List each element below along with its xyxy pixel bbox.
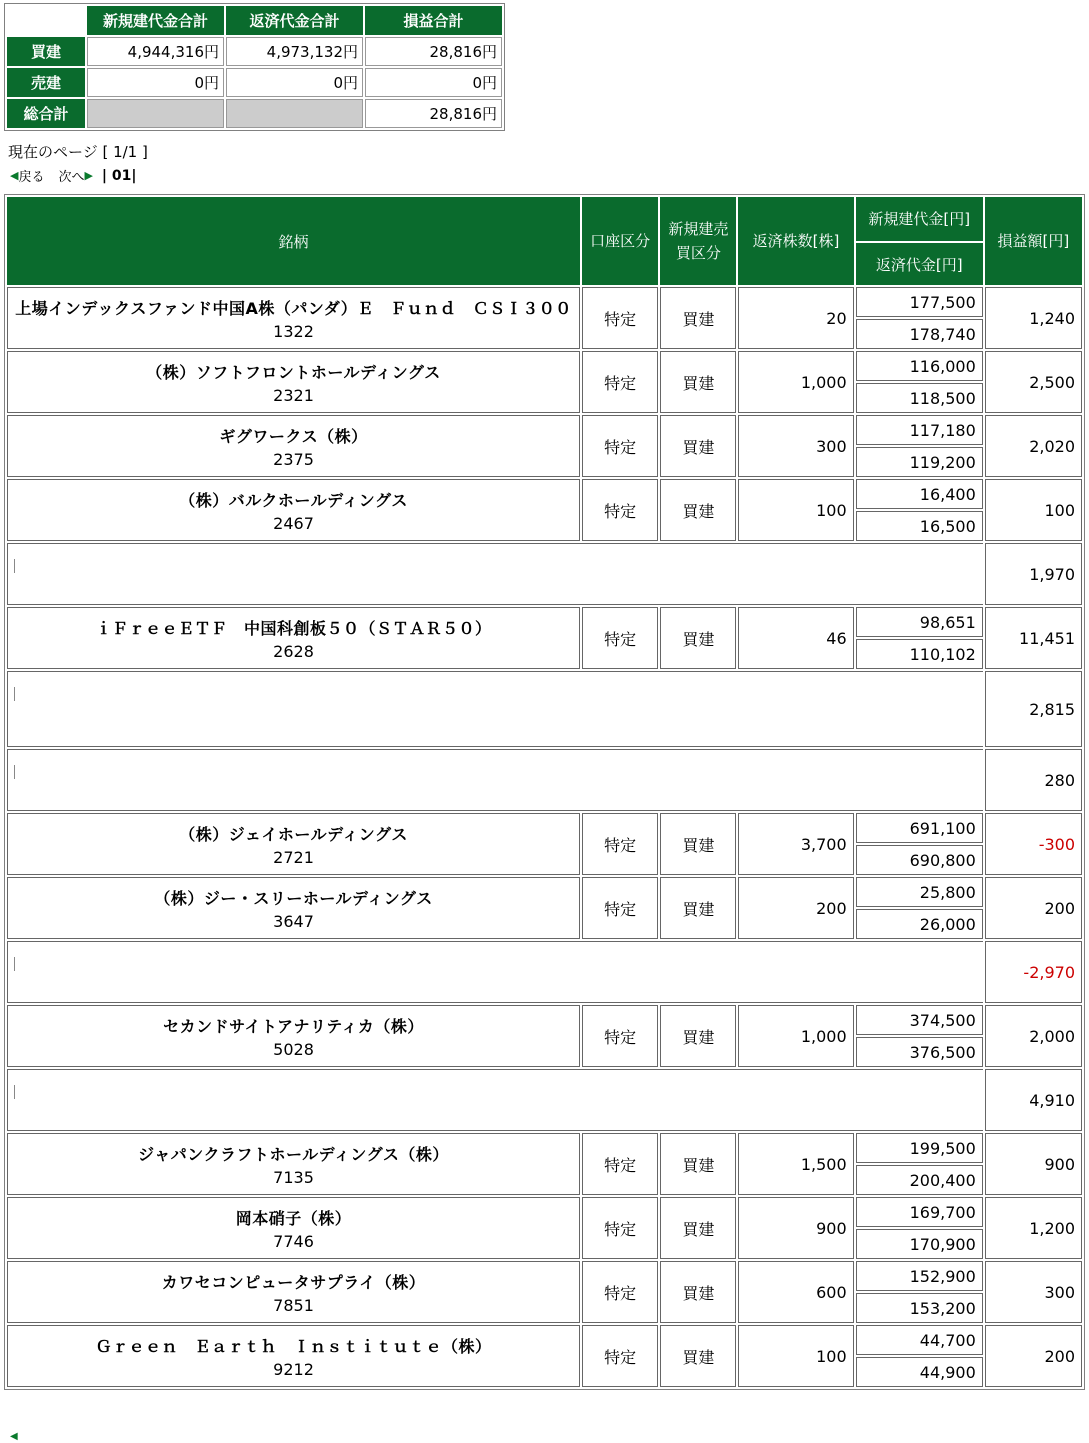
stock-name[interactable]: （株）ジー・スリーホールディングス <box>154 888 433 908</box>
summary-buy-new: 4,944,316円 <box>87 37 224 66</box>
account-type: 特定 <box>582 1261 658 1323</box>
stock-name[interactable]: ギグワークス（株） <box>219 426 368 446</box>
stock-code: 2321 <box>273 385 314 405</box>
summary-header-pl: 損益合計 <box>365 6 502 35</box>
header-side: 新規建売買区分 <box>660 197 736 285</box>
account-type: 特定 <box>582 415 658 477</box>
new-amount: 25,800 <box>856 877 983 907</box>
stock-name-cell <box>7 813 580 875</box>
table-row <box>7 351 1082 381</box>
stock-name[interactable]: Ｇｒｅｅｎ Ｅａｒｔｈ Ｉｎｓｔｉｔｕｔｅ（株） <box>95 1336 492 1356</box>
summary-total-new <box>87 99 224 128</box>
trade-side: 買建 <box>660 1005 736 1067</box>
summary-row-label: 総合計 <box>7 99 85 128</box>
summary-total-return <box>226 99 363 128</box>
trade-side: 買建 <box>660 813 736 875</box>
new-amount: 152,900 <box>856 1261 983 1291</box>
table-row <box>7 1197 1082 1227</box>
return-qty: 300 <box>738 415 853 477</box>
account-type: 特定 <box>582 351 658 413</box>
stock-name[interactable]: 岡本硝子（株） <box>235 1208 352 1228</box>
table-row <box>7 287 1082 317</box>
pager-bottom <box>10 1428 18 1443</box>
prev-link[interactable]: 戻る <box>18 170 45 185</box>
table-row-collapsed <box>7 941 1082 1003</box>
collapsed-cell <box>7 1069 983 1131</box>
profit-loss: 1,240 <box>985 287 1082 349</box>
profit-loss: 4,910 <box>985 1069 1082 1131</box>
summary-row-label: 買建 <box>7 37 85 66</box>
row-marker <box>14 1085 15 1099</box>
table-row <box>7 813 1082 843</box>
table-row-collapsed <box>7 671 1082 747</box>
table-row <box>7 1005 1082 1035</box>
summary-row-label: 売建 <box>7 68 85 97</box>
new-amount: 116,000 <box>856 351 983 381</box>
profit-loss: 2,020 <box>985 415 1082 477</box>
table-row <box>7 1133 1082 1163</box>
row-marker <box>14 559 15 573</box>
table-row <box>7 479 1082 509</box>
account-type: 特定 <box>582 877 658 939</box>
table-row-collapsed <box>7 1069 1082 1131</box>
stock-name[interactable]: カワセコンピュータサプライ（株） <box>161 1272 426 1292</box>
return-qty: 3,700 <box>738 813 853 875</box>
stock-code: 1322 <box>273 321 314 341</box>
return-amount: 118,500 <box>856 383 983 413</box>
stock-code: 5028 <box>273 1039 314 1059</box>
return-amount: 16,500 <box>856 511 983 541</box>
trade-side: 買建 <box>660 351 736 413</box>
return-amount: 170,900 <box>856 1229 983 1259</box>
profit-loss: -2,970 <box>985 941 1082 1003</box>
page-number: | 01| <box>96 167 137 184</box>
profit-loss: 11,451 <box>985 607 1082 669</box>
new-amount: 117,180 <box>856 415 983 445</box>
new-amount: 374,500 <box>856 1005 983 1035</box>
trade-side: 買建 <box>660 877 736 939</box>
stock-code: 2721 <box>273 847 314 867</box>
header-return-amount: 返済代金[円] <box>856 243 983 285</box>
stock-name-cell <box>7 479 580 541</box>
next-link[interactable]: 次へ <box>58 170 85 185</box>
row-marker <box>14 765 15 779</box>
summary-corner <box>7 6 85 35</box>
profit-loss: 2,500 <box>985 351 1082 413</box>
header-account: 口座区分 <box>582 197 658 285</box>
header-name: 銘柄 <box>7 197 580 285</box>
stock-code: 3647 <box>273 911 314 931</box>
header-new-amount: 新規建代金[円] <box>856 197 983 241</box>
profit-loss: 200 <box>985 877 1082 939</box>
profit-loss: 100 <box>985 479 1082 541</box>
return-qty: 100 <box>738 479 853 541</box>
summary-buy-pl: 28,816円 <box>365 37 502 66</box>
return-qty: 900 <box>738 1197 853 1259</box>
trade-side: 買建 <box>660 1133 736 1195</box>
new-amount: 691,100 <box>856 813 983 843</box>
stock-name-cell <box>7 1133 580 1195</box>
return-qty: 100 <box>738 1325 853 1387</box>
stock-name[interactable]: （株）バルクホールディングス <box>179 490 408 510</box>
return-amount: 119,200 <box>856 447 983 477</box>
stock-code: 7851 <box>273 1295 314 1315</box>
return-qty: 20 <box>738 287 853 349</box>
next-arrow-icon: ▶ <box>84 169 93 182</box>
table-row <box>7 1325 1082 1355</box>
stock-code: 9212 <box>273 1359 314 1379</box>
profit-loss: 1,970 <box>985 543 1082 605</box>
stock-name[interactable]: ジャパンクラフトホールディングス（株） <box>138 1144 449 1164</box>
stock-code: 7135 <box>273 1167 314 1187</box>
stock-name-cell <box>7 1325 580 1387</box>
return-qty: 1,000 <box>738 1005 853 1067</box>
profit-loss: 1,200 <box>985 1197 1082 1259</box>
trade-side: 買建 <box>660 415 736 477</box>
new-amount: 169,700 <box>856 1197 983 1227</box>
collapsed-cell <box>7 941 983 1003</box>
prev-arrow-icon: ◀ <box>10 169 19 182</box>
trade-side: 買建 <box>660 287 736 349</box>
stock-code: 2628 <box>273 641 314 661</box>
profit-loss: 300 <box>985 1261 1082 1323</box>
return-amount: 26,000 <box>856 909 983 939</box>
profit-loss: 900 <box>985 1133 1082 1195</box>
row-marker <box>14 957 15 971</box>
new-amount: 98,651 <box>856 607 983 637</box>
summary-header-return: 返済代金合計 <box>226 6 363 35</box>
table-row-collapsed <box>7 749 1082 811</box>
stock-name[interactable]: 上場インデックスファンド中国A株（パンダ）Ｅ Ｆｕｎｄ ＣＳＩ３００ <box>15 298 572 318</box>
stock-name-cell <box>7 351 580 413</box>
trade-side: 買建 <box>660 1197 736 1259</box>
page-info: 現在のページ [ 1/1 ] <box>8 143 148 161</box>
return-qty: 600 <box>738 1261 853 1323</box>
new-amount: 44,700 <box>856 1325 983 1355</box>
return-qty: 1,500 <box>738 1133 853 1195</box>
trade-side: 買建 <box>660 607 736 669</box>
summary-sell-new: 0円 <box>87 68 224 97</box>
return-amount: 153,200 <box>856 1293 983 1323</box>
stock-name[interactable]: （株）ジェイホールディングス <box>179 824 408 844</box>
pager <box>10 166 136 185</box>
summary-header-new: 新規建代金合計 <box>87 6 224 35</box>
stock-code: 7746 <box>273 1231 314 1251</box>
account-type: 特定 <box>582 813 658 875</box>
profit-loss: 2,000 <box>985 1005 1082 1067</box>
collapsed-cell <box>7 671 983 747</box>
profit-loss: -300 <box>985 813 1082 875</box>
stock-name-cell <box>7 1005 580 1067</box>
stock-name-cell <box>7 877 580 939</box>
trade-side: 買建 <box>660 1261 736 1323</box>
account-type: 特定 <box>582 1325 658 1387</box>
stock-name[interactable]: セカンドサイトアナリティカ（株） <box>163 1016 424 1036</box>
new-amount: 16,400 <box>856 479 983 509</box>
summary-total-pl: 28,816円 <box>365 99 502 128</box>
profit-loss: 200 <box>985 1325 1082 1387</box>
return-amount: 178,740 <box>856 319 983 349</box>
profit-loss: 2,815 <box>985 671 1082 747</box>
table-row <box>7 607 1082 637</box>
trade-side: 買建 <box>660 479 736 541</box>
prev-arrow-icon: ◀ <box>10 1431 18 1442</box>
positions-body <box>7 287 1082 1387</box>
account-type: 特定 <box>582 287 658 349</box>
return-amount: 690,800 <box>856 845 983 875</box>
return-qty: 200 <box>738 877 853 939</box>
row-marker <box>14 687 15 701</box>
account-type: 特定 <box>582 1005 658 1067</box>
table-row <box>7 415 1082 445</box>
profit-loss: 280 <box>985 749 1082 811</box>
stock-name-cell <box>7 607 580 669</box>
return-amount: 200,400 <box>856 1165 983 1195</box>
summary-buy-return: 4,973,132円 <box>226 37 363 66</box>
account-type: 特定 <box>582 607 658 669</box>
return-amount: 44,900 <box>856 1357 983 1387</box>
header-pl: 損益額[円] <box>985 197 1082 285</box>
positions-table <box>4 194 1085 1390</box>
collapsed-cell <box>7 749 983 811</box>
stock-name-cell <box>7 1261 580 1323</box>
table-row <box>7 1261 1082 1291</box>
header-qty: 返済株数[株] <box>738 197 853 285</box>
return-qty: 46 <box>738 607 853 669</box>
stock-code: 2375 <box>273 449 314 469</box>
page-number-value[interactable]: 01 <box>111 167 132 184</box>
stock-code: 2467 <box>273 513 314 533</box>
new-amount: 177,500 <box>856 287 983 317</box>
stock-name[interactable]: （株）ソフトフロントホールディングス <box>146 362 441 382</box>
return-amount: 376,500 <box>856 1037 983 1067</box>
table-row-collapsed <box>7 543 1082 605</box>
stock-name[interactable]: ｉＦｒｅｅＥＴＦ 中国科創板５０（ＳＴＡＲ５０） <box>95 618 492 638</box>
summary-sell-return: 0円 <box>226 68 363 97</box>
stock-name-cell <box>7 287 580 349</box>
account-type: 特定 <box>582 1133 658 1195</box>
trade-side: 買建 <box>660 1325 736 1387</box>
collapsed-cell <box>7 543 983 605</box>
table-row <box>7 877 1082 907</box>
new-amount: 199,500 <box>856 1133 983 1163</box>
account-type: 特定 <box>582 1197 658 1259</box>
return-amount: 110,102 <box>856 639 983 669</box>
return-qty: 1,000 <box>738 351 853 413</box>
account-type: 特定 <box>582 479 658 541</box>
stock-name-cell <box>7 415 580 477</box>
stock-name-cell <box>7 1197 580 1259</box>
summary-table <box>4 3 505 131</box>
summary-sell-pl: 0円 <box>365 68 502 97</box>
